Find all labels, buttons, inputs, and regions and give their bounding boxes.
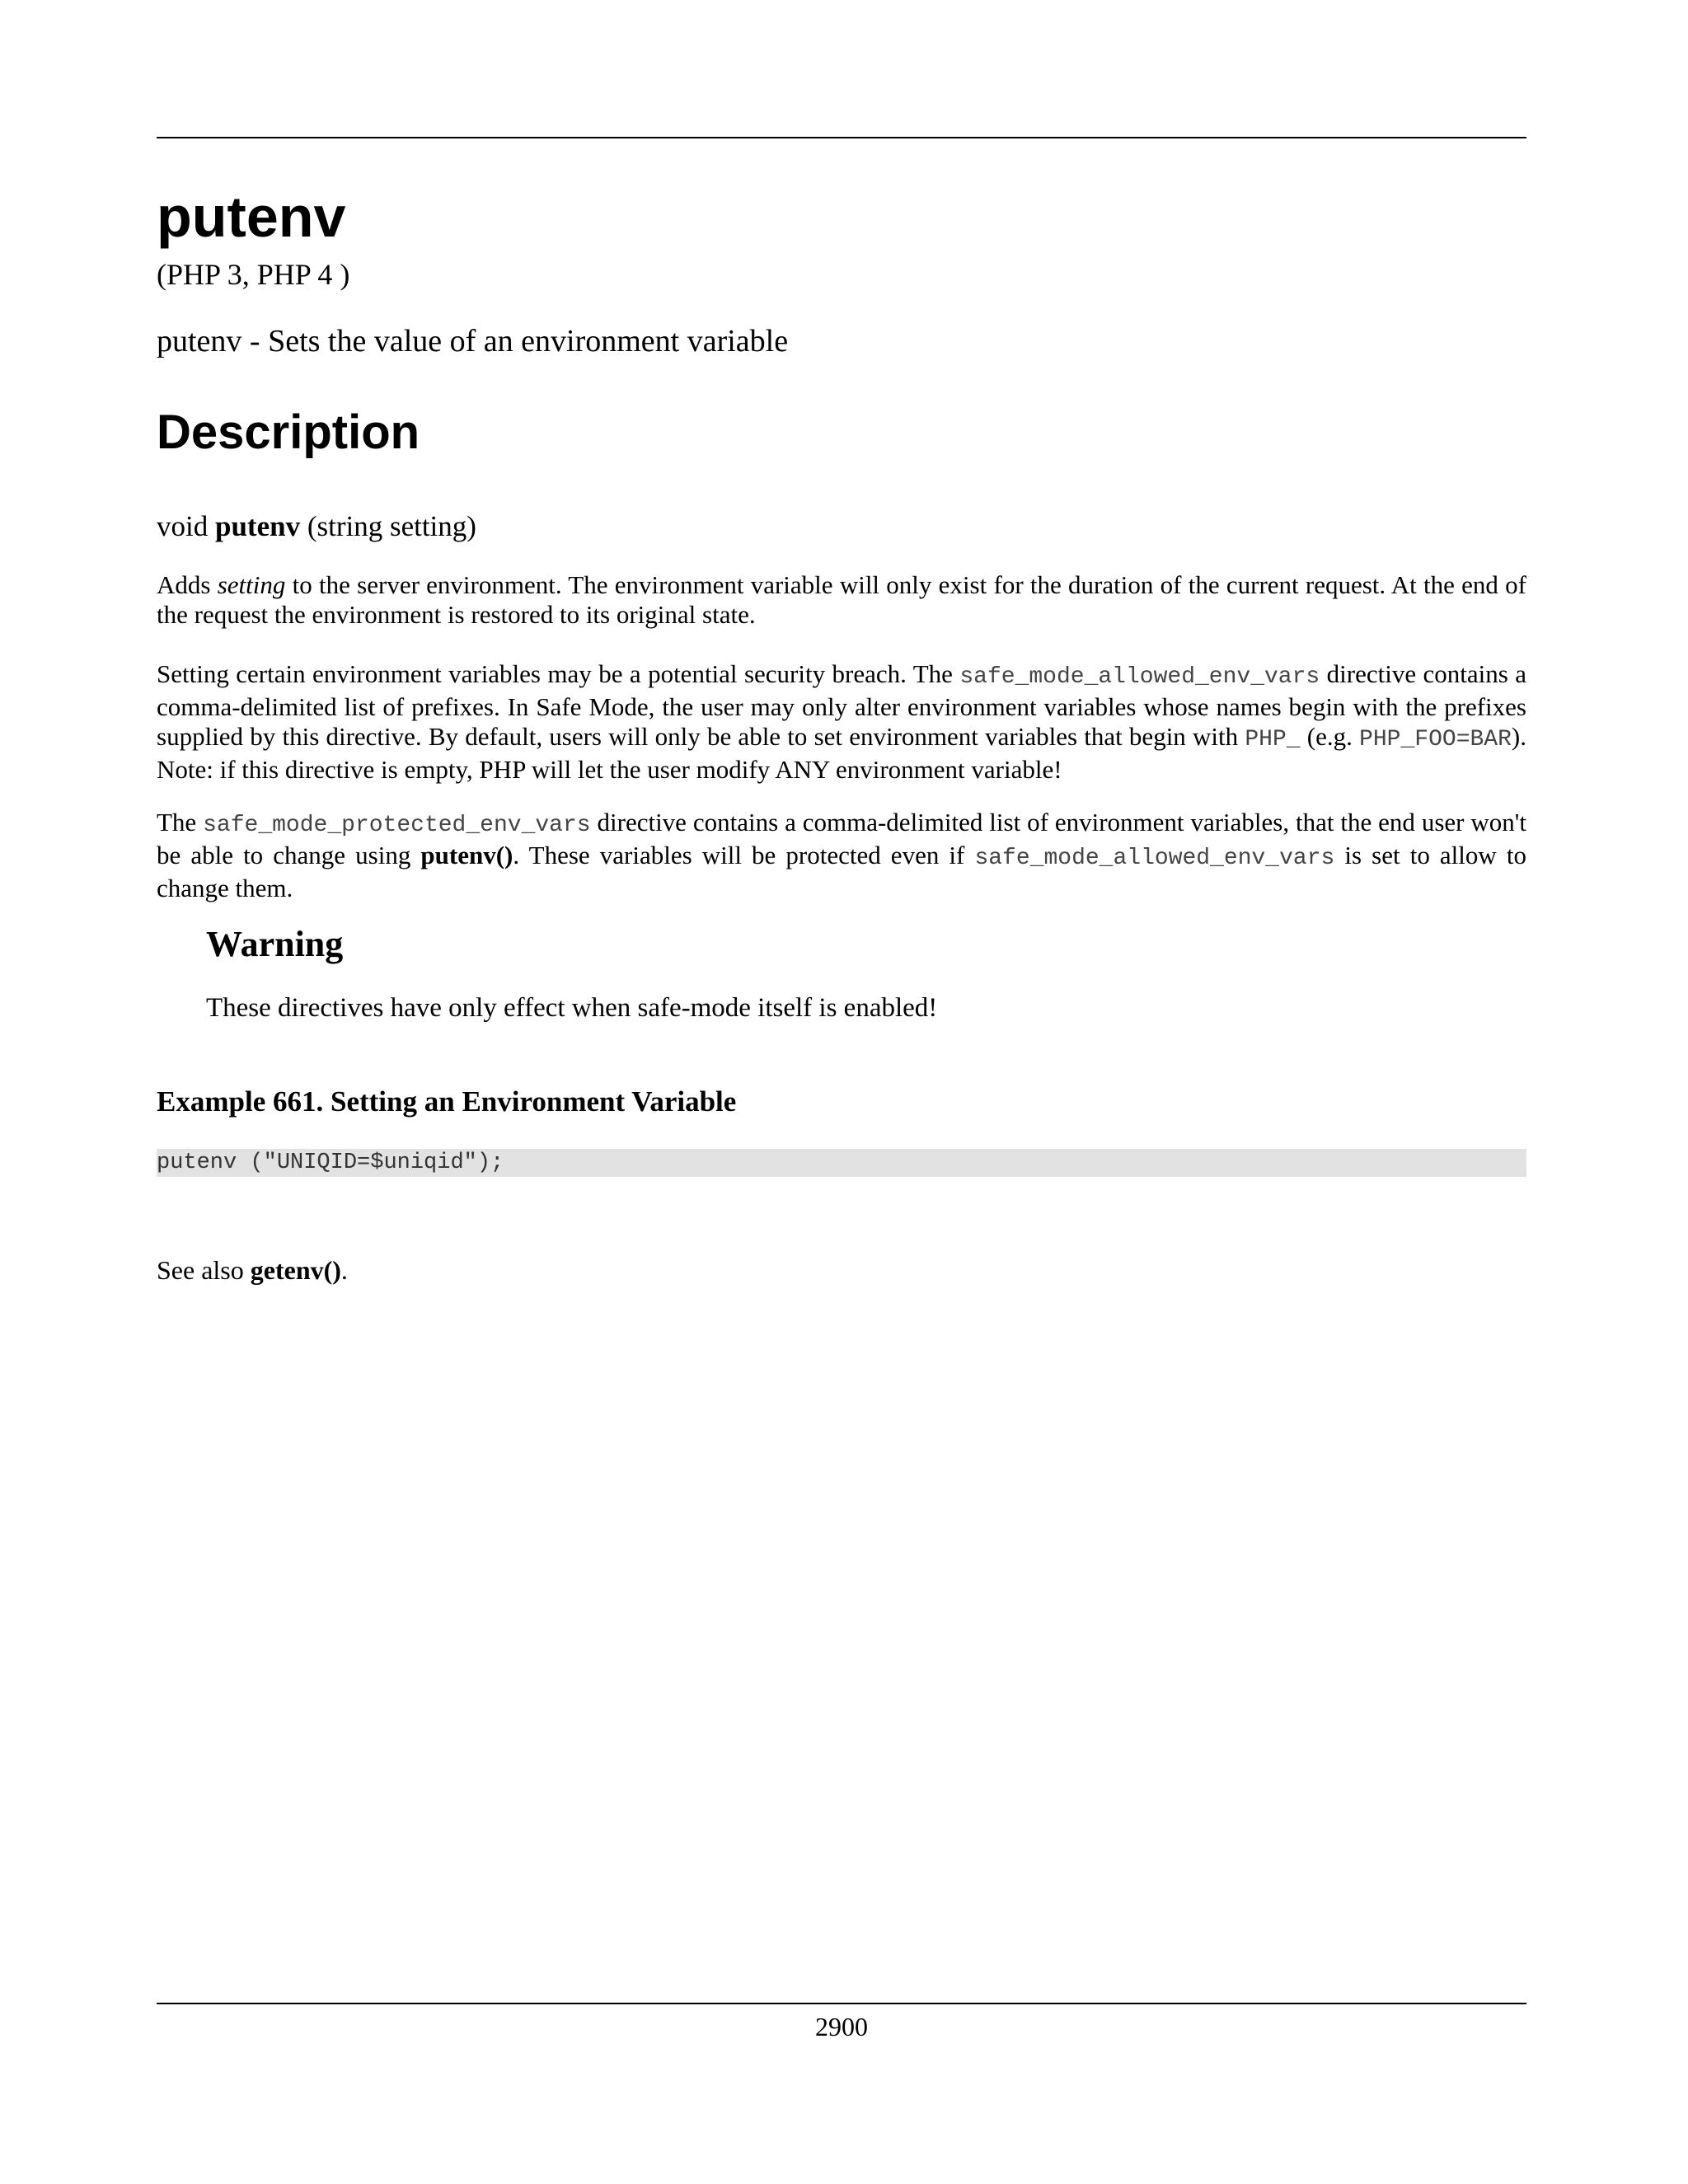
bottom-rule [157, 2003, 1526, 2004]
inline-code-php-prefix: PHP_ [1245, 727, 1301, 752]
inline-code-allowed-env-vars: safe_mode_allowed_env_vars [959, 664, 1320, 690]
see-also [157, 1254, 1526, 1286]
inline-code-example-var: PHP_FOO=BAR [1359, 727, 1512, 752]
text-span: to the server environment. The environment variable will only exist for the duration of the current request. At the end of the request the environment is restored to its original state. [157, 570, 1526, 629]
inline-code-protected-env-vars: safe_mode_protected_env_vars [203, 813, 591, 838]
warning-heading: Warning [206, 924, 344, 964]
document-page [157, 0, 1526, 2184]
page-number: 2900 [815, 2012, 868, 2041]
text-span: (e.g. [1300, 722, 1360, 751]
inline-code-allowed-env-vars: safe_mode_allowed_env_vars [974, 846, 1335, 871]
text-span: is set to allow to change them. [157, 841, 1526, 902]
warning-text: These directives have only effect when safe-mode itself is enabled! [206, 993, 938, 1023]
synopsis-function-name: putenv [214, 510, 301, 542]
synopsis-return-type: void [157, 510, 209, 542]
top-rule [157, 137, 1526, 138]
text-span: ). Note: if this directive is empty, PHP will let the user modify ANY environment variable! [157, 722, 1526, 784]
function-reference-putenv[interactable]: putenv() [420, 841, 513, 869]
synopsis-params: (string setting) [307, 510, 476, 542]
example-code-block: putenv ("UNIQID=$uniqid"); [157, 1149, 1526, 1177]
page-title: putenv [157, 185, 346, 249]
description-paragraph-2 [157, 659, 1526, 785]
description-paragraph-3 [157, 808, 1526, 903]
text-span: directive contains a comma-delimited list of environment variables, that the end user won't be able to change using [157, 808, 1526, 869]
function-purpose: putenv - Sets the value of an environment variable [157, 324, 789, 359]
parameter-name: setting [217, 570, 286, 599]
text-span: directive contains a comma-delimited list of prefixes. In Safe Mode, the user may only alter environment variables whose names begin with the prefixes supplied by this directive. By default, users will only be able to set environment variables that begin with [157, 659, 1526, 751]
description-heading: Description [157, 405, 420, 459]
version-info: (PHP 3, PHP 4 ) [157, 258, 350, 291]
function-synopsis [157, 509, 1526, 544]
see-also-link-getenv[interactable]: getenv() [250, 1255, 341, 1285]
description-paragraph-1 [157, 570, 1526, 630]
see-also-prefix: See also [157, 1255, 251, 1285]
example-title: Example 661. Setting an Environment Variable [157, 1085, 737, 1118]
see-also-suffix: . [340, 1255, 348, 1285]
text-span: Adds [157, 570, 218, 599]
text-span: Setting certain environment variables may be a potential security breach. The [157, 659, 960, 688]
text-span: The [157, 808, 204, 837]
text-span: . These variables will be protected even if [513, 841, 975, 869]
